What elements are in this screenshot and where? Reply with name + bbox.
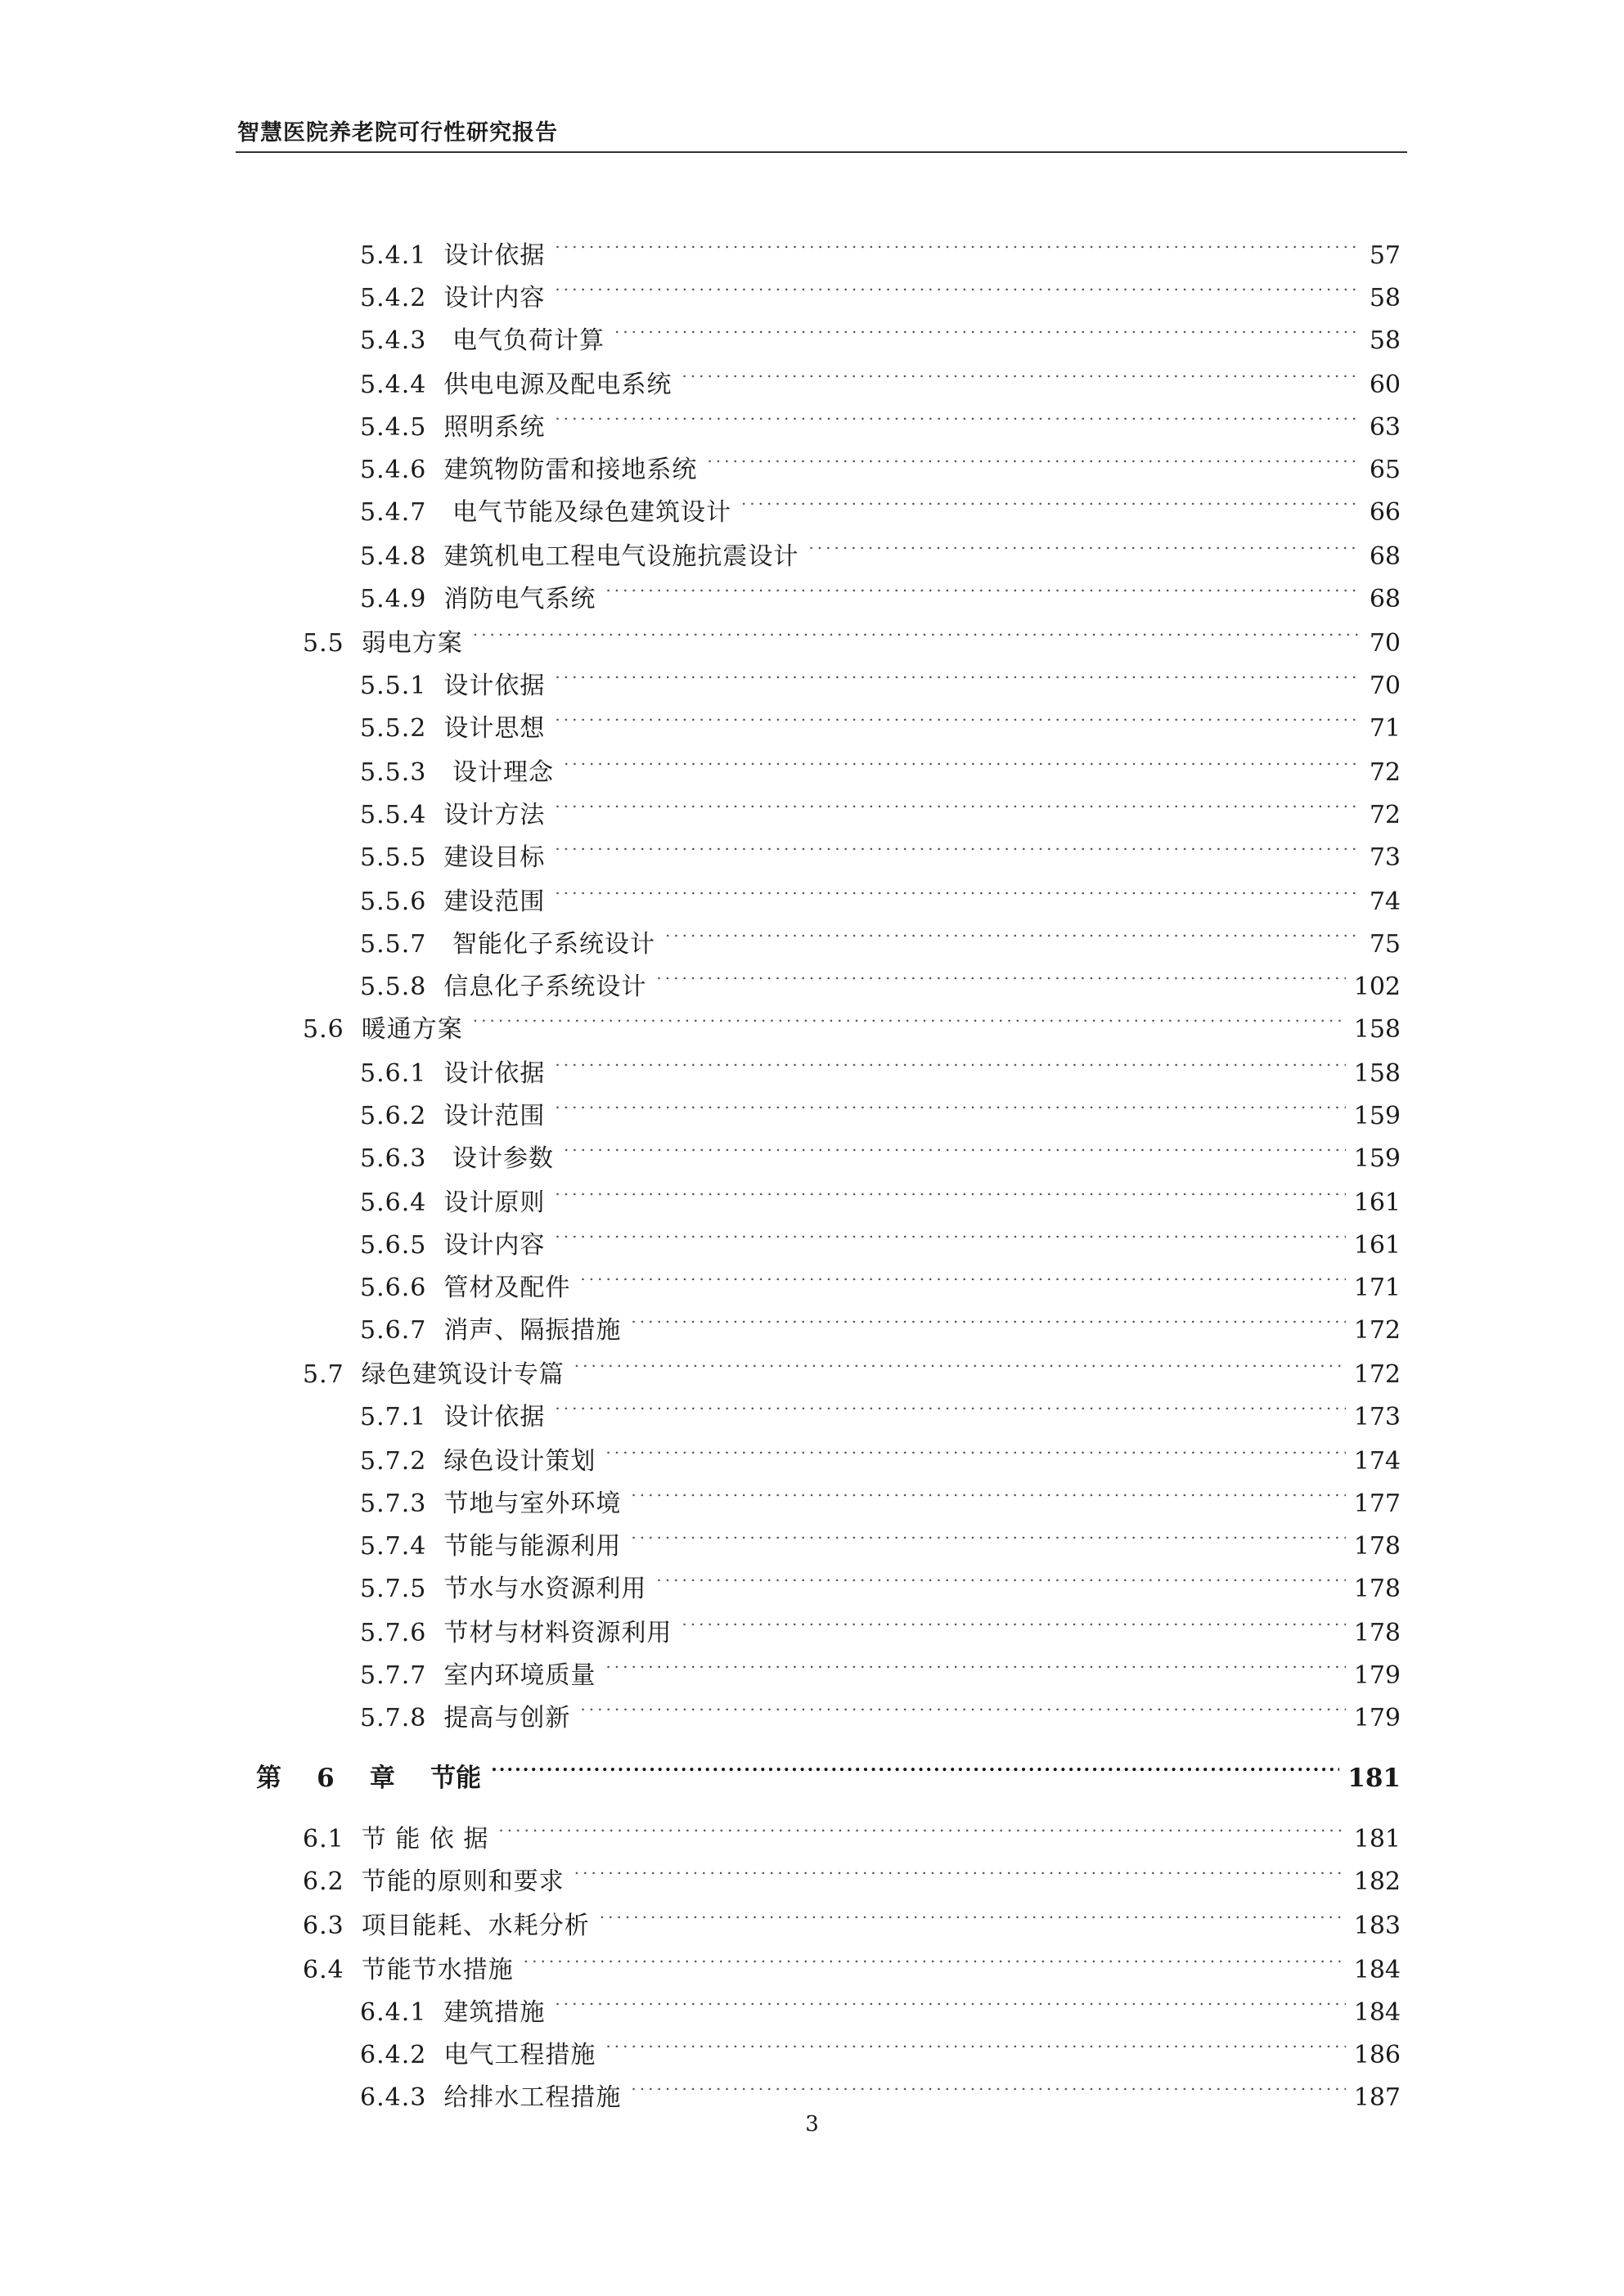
- toc-entry-label: 5.5 弱电方案: [303, 629, 463, 658]
- toc-entry-label: 5.7.3 节地与室外环境: [360, 1489, 622, 1518]
- toc-entry-page-number: 72: [1369, 758, 1401, 787]
- dot-leader: [614, 316, 1360, 348]
- toc-entry[interactable]: [360, 1651, 1401, 1690]
- dot-leader: [555, 1988, 1345, 2020]
- toc-entry[interactable]: [360, 1608, 1401, 1647]
- toc-entry-page-number: 183: [1353, 1912, 1401, 1940]
- toc-entry[interactable]: [360, 1134, 1401, 1173]
- toc-entry-page-number: 70: [1369, 629, 1401, 658]
- dot-leader: [605, 574, 1360, 607]
- toc-entry[interactable]: [303, 1857, 1401, 1896]
- toc-entry[interactable]: [360, 402, 1401, 442]
- toc-entry-page-number: 66: [1369, 498, 1401, 527]
- toc-entry-label: 5.5.7 智能化子系统设计: [360, 930, 655, 959]
- dot-leader: [808, 532, 1360, 564]
- toc-entry[interactable]: [303, 618, 1401, 658]
- dot-leader: [555, 703, 1360, 736]
- toc-entry-label: 6.2 节能的原则和要求: [303, 1867, 565, 1896]
- toc-entry-page-number: 60: [1369, 371, 1401, 399]
- toc-entry-page-number: 174: [1353, 1447, 1401, 1476]
- toc-entry-label: 5.7.7 室内环境质量: [360, 1661, 596, 1690]
- dot-leader: [555, 1091, 1345, 1124]
- toc-entry-page-number: 75: [1369, 930, 1401, 959]
- toc-entry[interactable]: [303, 1350, 1401, 1389]
- toc-entry-page-number: 172: [1353, 1316, 1401, 1345]
- toc-entry-label: 5.7 绿色建筑设计专篇: [303, 1360, 565, 1389]
- toc-entry[interactable]: [360, 488, 1401, 527]
- toc-entry[interactable]: [303, 1945, 1401, 1984]
- dot-leader: [631, 1305, 1345, 1338]
- toc-entry-label: 5.5.1 设计依据: [360, 672, 546, 700]
- toc-entry-label: 5.6.6 管材及配件: [360, 1274, 571, 1302]
- toc-entry[interactable]: [303, 1814, 1401, 1853]
- toc-entry[interactable]: [360, 877, 1401, 916]
- toc-entry-page-number: 177: [1353, 1489, 1401, 1518]
- toc-entry[interactable]: [360, 1263, 1401, 1302]
- toc-entry[interactable]: [360, 1392, 1401, 1431]
- toc-entry-label: 6.3 项目能耗、水耗分析: [303, 1912, 590, 1940]
- dot-leader: [555, 661, 1360, 694]
- dot-leader: [555, 231, 1360, 263]
- dot-leader: [682, 1608, 1345, 1641]
- toc-entry-label: 5.6.2 设计范围: [360, 1102, 546, 1130]
- toc-entry-page-number: 187: [1353, 2083, 1401, 2112]
- toc-entry-label: 5.7.6 节材与材料资源利用: [360, 1619, 673, 1647]
- toc-entry-label: 5.7.4 节能与能源利用: [360, 1532, 622, 1561]
- toc-entry-label: 5.6.1 设计依据: [360, 1059, 546, 1088]
- dot-leader: [574, 1857, 1346, 1889]
- toc-entry[interactable]: [360, 1049, 1401, 1088]
- toc-entry-label: 5.4.8 建筑机电工程电气设施抗震设计: [360, 542, 799, 571]
- dot-leader: [555, 833, 1360, 865]
- toc-entry-page-number: 184: [1353, 1998, 1401, 2027]
- toc-entry-label: 5.7.5 节水与水资源利用: [360, 1575, 647, 1603]
- toc-entry-label: 5.6.7 消声、隔振措施: [360, 1316, 622, 1345]
- dot-leader: [491, 1754, 1339, 1786]
- toc-entry[interactable]: [360, 748, 1401, 787]
- toc-entry-page-number: 57: [1369, 241, 1401, 270]
- toc-entry-page-number: 182: [1353, 1867, 1401, 1896]
- toc-entry-label: 6.4.1 建筑措施: [360, 1998, 546, 2027]
- toc-entry[interactable]: [360, 1178, 1401, 1217]
- toc-entry-page-number: 58: [1369, 326, 1401, 355]
- dot-leader: [741, 488, 1360, 520]
- dot-leader: [631, 1479, 1345, 1512]
- toc-entry-page-number: 73: [1369, 843, 1401, 872]
- toc-entry-page-number: 68: [1369, 585, 1401, 613]
- dot-leader: [580, 1263, 1345, 1296]
- toc-entry-label: 5.7.2 绿色设计策划: [360, 1447, 596, 1476]
- toc-entry-label: 5.6.3 设计参数: [360, 1144, 554, 1173]
- toc-entry-label: 第 6 章 节能: [256, 1764, 482, 1793]
- toc-entry-label: 5.5.4 设计方法: [360, 801, 546, 829]
- toc-entry[interactable]: [303, 1004, 1401, 1044]
- toc-entry-page-number: 172: [1353, 1360, 1401, 1389]
- toc-entry-page-number: 72: [1369, 801, 1401, 829]
- toc-entry[interactable]: [360, 2030, 1401, 2069]
- dot-leader: [555, 1220, 1345, 1253]
- header-divider: [236, 151, 1407, 153]
- toc-entry[interactable]: [360, 1988, 1401, 2027]
- toc-entry-page-number: 71: [1369, 714, 1401, 743]
- toc-entry-page-number: 178: [1353, 1532, 1401, 1561]
- dot-leader: [555, 273, 1360, 306]
- dot-leader: [631, 1521, 1345, 1554]
- toc-entry-label: 5.4.7 电气节能及绿色建筑设计: [360, 498, 731, 527]
- toc-entry-page-number: 181: [1347, 1764, 1401, 1793]
- dot-leader: [555, 877, 1360, 910]
- toc-entry[interactable]: [360, 790, 1401, 829]
- dot-leader: [665, 919, 1360, 952]
- toc-entry[interactable]: [360, 919, 1401, 959]
- toc-entry-label: 5.4.5 照明系统: [360, 413, 546, 442]
- dot-leader: [600, 1901, 1346, 1934]
- toc-entry-page-number: 186: [1353, 2041, 1401, 2069]
- dot-leader: [555, 1178, 1345, 1211]
- dot-leader: [631, 2073, 1345, 2105]
- toc-entry-label: 5.6 暖通方案: [303, 1015, 463, 1044]
- toc-entry-label: 5.5.3 设计理念: [360, 758, 554, 787]
- toc-entry-page-number: 68: [1369, 542, 1401, 571]
- running-header: 智慧医院养老院可行性研究报告: [237, 120, 558, 146]
- dot-leader: [473, 1004, 1346, 1037]
- toc-entry[interactable]: [360, 1436, 1401, 1476]
- toc-chapter-entry[interactable]: [256, 1754, 1401, 1793]
- toc-entry[interactable]: [360, 1693, 1401, 1732]
- toc-entry[interactable]: [360, 360, 1401, 399]
- toc-entry-label: 5.7.8 提高与创新: [360, 1704, 571, 1732]
- toc-entry[interactable]: [360, 1220, 1401, 1260]
- toc-entry-page-number: 179: [1353, 1661, 1401, 1690]
- toc-entry-label: 5.7.1 设计依据: [360, 1403, 546, 1431]
- toc-entry-page-number: 178: [1353, 1619, 1401, 1647]
- toc-entry-label: 5.5.5 建设目标: [360, 843, 546, 872]
- toc-entry[interactable]: [360, 703, 1401, 743]
- toc-entry-label: 5.5.8 信息化子系统设计: [360, 973, 647, 1001]
- toc-entry-label: 6.4.2 电气工程措施: [360, 2041, 596, 2069]
- toc-entry-page-number: 58: [1369, 284, 1401, 312]
- toc-entry-label: 5.4.4 供电电源及配电系统: [360, 371, 673, 399]
- toc-entry-page-number: 158: [1353, 1015, 1401, 1044]
- toc-entry-page-number: 70: [1369, 672, 1401, 700]
- toc-entry[interactable]: [360, 1091, 1401, 1130]
- dot-leader: [524, 1945, 1346, 1978]
- toc-entry-page-number: 173: [1353, 1403, 1401, 1431]
- toc-entry-page-number: 184: [1353, 1956, 1401, 1984]
- toc-entry-page-number: 65: [1369, 456, 1401, 484]
- dot-leader: [605, 1651, 1345, 1683]
- toc-entry-page-number: 181: [1353, 1825, 1401, 1853]
- toc-entry-page-number: 171: [1353, 1274, 1401, 1302]
- toc-entry[interactable]: [360, 2073, 1401, 2112]
- toc-entry[interactable]: [360, 445, 1401, 484]
- toc-entry[interactable]: [360, 833, 1401, 872]
- toc-entry-label: 5.4.3 电气负荷计算: [360, 326, 605, 355]
- dot-leader: [682, 360, 1360, 393]
- dot-leader: [564, 748, 1360, 780]
- toc-entry-page-number: 63: [1369, 413, 1401, 442]
- dot-leader: [707, 445, 1360, 478]
- dot-leader: [555, 402, 1360, 435]
- dot-leader: [473, 618, 1360, 651]
- toc-entry-label: 5.4.2 设计内容: [360, 284, 546, 312]
- toc-entry-label: 5.4.1 设计依据: [360, 241, 546, 270]
- toc-entry-page-number: 178: [1353, 1575, 1401, 1603]
- dot-leader: [656, 962, 1345, 995]
- dot-leader: [656, 1564, 1345, 1597]
- dot-leader: [605, 1436, 1345, 1469]
- toc-entry-label: 6.1 节 能 依 据: [303, 1825, 489, 1853]
- toc-entry[interactable]: [360, 962, 1401, 1001]
- dot-leader: [564, 1134, 1346, 1166]
- toc-entry[interactable]: [303, 1901, 1401, 1940]
- toc-entry[interactable]: [360, 231, 1401, 270]
- dot-leader: [605, 2030, 1345, 2063]
- toc-entry[interactable]: [360, 1521, 1401, 1561]
- toc-entry-label: 6.4.3 给排水工程措施: [360, 2083, 622, 2112]
- toc-entry[interactable]: [360, 316, 1401, 355]
- toc-entry[interactable]: [360, 661, 1401, 700]
- dot-leader: [555, 1392, 1345, 1425]
- toc-entry[interactable]: [360, 1564, 1401, 1603]
- dot-leader: [555, 790, 1360, 823]
- toc-entry-label: 5.6.5 设计内容: [360, 1231, 546, 1260]
- toc-entry-page-number: 159: [1353, 1144, 1401, 1173]
- toc-entry-page-number: 158: [1353, 1059, 1401, 1088]
- toc-entry-label: 5.4.9 消防电气系统: [360, 585, 596, 613]
- toc-entry-page-number: 161: [1353, 1188, 1401, 1217]
- toc-entry-label: 5.6.4 设计原则: [360, 1188, 546, 1217]
- toc-entry[interactable]: [360, 1479, 1401, 1518]
- toc-entry-label: 5.4.6 建筑物防雷和接地系统: [360, 456, 698, 484]
- toc-entry-label: 5.5.6 建设范围: [360, 887, 546, 916]
- toc-entry-page-number: 179: [1353, 1704, 1401, 1732]
- dot-leader: [574, 1350, 1346, 1382]
- toc-entry[interactable]: [360, 1305, 1401, 1345]
- toc-entry[interactable]: [360, 532, 1401, 571]
- dot-leader: [555, 1049, 1345, 1081]
- toc-entry-label: 5.5.2 设计思想: [360, 714, 546, 743]
- dot-leader: [580, 1693, 1345, 1726]
- toc-entry-page-number: 102: [1353, 973, 1401, 1001]
- toc-entry[interactable]: [360, 574, 1401, 613]
- toc-entry-page-number: 159: [1353, 1102, 1401, 1130]
- toc-entry-label: 6.4 节能节水措施: [303, 1956, 514, 1984]
- toc-entry[interactable]: [360, 273, 1401, 312]
- dot-leader: [498, 1814, 1345, 1847]
- page-number: 3: [805, 2112, 819, 2136]
- toc-entry-page-number: 161: [1353, 1231, 1401, 1260]
- toc-entry-page-number: 74: [1369, 887, 1401, 916]
